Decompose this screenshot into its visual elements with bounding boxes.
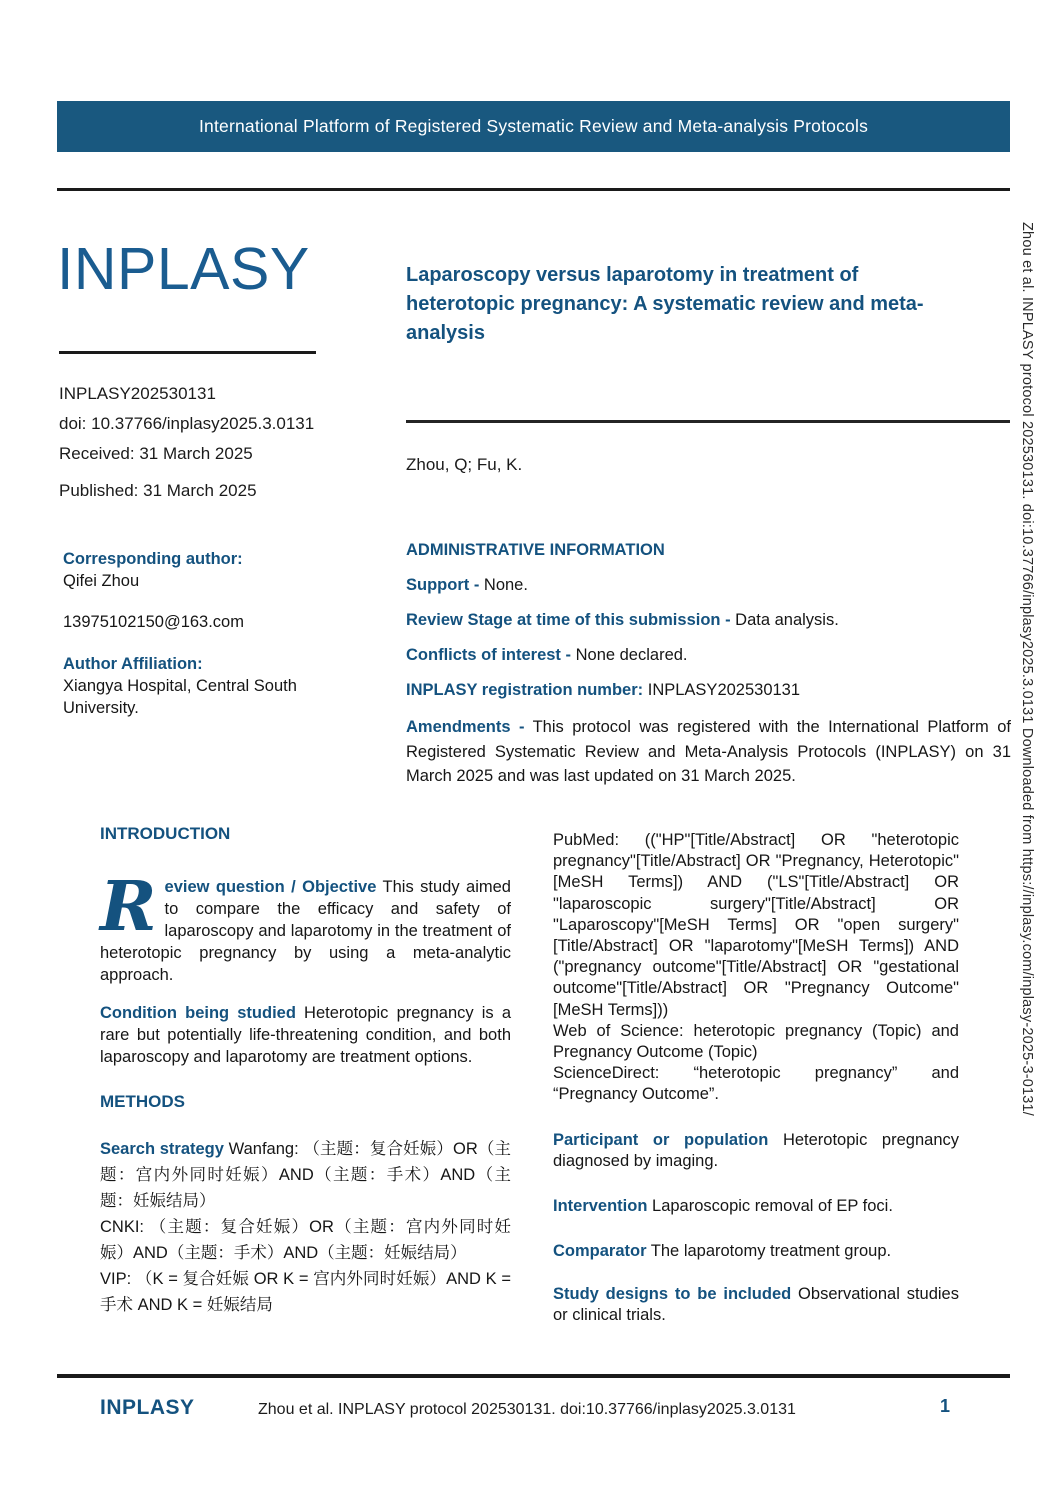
search-entry-web-of-science: Web of Science: heterotopic pregnancy (Topic) and Pregnancy Outcome (Topic) (553, 1021, 959, 1062)
registration-number-label: INPLASY registration number: (406, 681, 644, 699)
search-entry-pubmed: PubMed: (("HP"[Title/Abstract] OR "heterotopic pregnancy"[Title/Abstract] OR "Pregnancy, Heterotopic"[MeSH Terms]) AND ("LS"[Title/Abstract] OR "laparoscopic surgery"[Title/Abstract] OR "Laparoscopy"[MeSH Terms] OR "open surgery"[Title/Abstract] OR "laparotomy"[MeSH Terms]) AND ("pregnancy outcome"[Title/Abstract] OR "gestational outcome"[Title/Abstract] OR "Pregnancy Outcome"[MeSH Terms])) (553, 831, 959, 1019)
support-label: Support - (406, 576, 480, 594)
amendments-paragraph (406, 715, 1011, 789)
footer-inplasy-logo: INPLASY (100, 1396, 195, 1419)
logo-underline-divider (59, 351, 316, 354)
participant-paragraph (553, 1130, 959, 1173)
authors-line: Zhou, Q; Fu, K. (406, 455, 523, 474)
administrative-information-heading: ADMINISTRATIVE INFORMATION (406, 541, 665, 559)
introduction-heading: INTRODUCTION (100, 824, 231, 843)
affiliation-text: Xiangya Hospital, Central South University. (63, 677, 297, 717)
support-line (406, 575, 1011, 596)
review-question-label: eview question / Objective (164, 878, 377, 896)
comparator-paragraph (553, 1240, 959, 1262)
dropcap-r: R (100, 867, 157, 947)
body-left-column (100, 824, 511, 1318)
corresponding-author-label: Corresponding author: (63, 550, 243, 568)
protocol-meta (59, 379, 314, 506)
review-stage-line (406, 610, 1011, 631)
published-date: Published: 31 March 2025 (59, 481, 257, 500)
intervention-text: Laparoscopic removal of EP foci. (647, 1196, 893, 1215)
review-question-text: This study aimed to compare the efficacy and safety of laparoscopy and laparotomy in the treatment of heterotopic pregnancy by using a meta-analytic approach. (100, 878, 511, 984)
search-entry-wanfang: Wanfang: （主题：复合妊娠）OR（主题：宫内外同时妊娠）AND（主题：手术）AND（主题：妊娠结局） (100, 1140, 511, 1210)
corresponding-author-block (63, 548, 348, 719)
protocol-title: Laparoscopy versus laparotomy in treatment of heterotopic pregnancy: A systematic review and meta-analysis (406, 264, 924, 344)
registration-id: INPLASY202530131 (59, 384, 216, 403)
review-stage-label: Review Stage at time of this submission - (406, 611, 731, 629)
inplasy-logo: INPLASY (57, 236, 310, 302)
administrative-information-section (406, 539, 1011, 789)
condition-label: Condition being studied (100, 1004, 296, 1022)
review-question-paragraph (100, 867, 511, 986)
condition-text: Heterotopic pregnancy is a rare but potentially life-threatening condition, and both laparoscopy and laparotomy are treatment options. (100, 1004, 511, 1066)
footer-citation: Zhou et al. INPLASY protocol 202530131. doi:10.37766/inplasy2025.3.0131 (258, 1401, 796, 1418)
intervention-label: Intervention (553, 1196, 648, 1215)
received-date: Received: 31 March 2025 (59, 444, 253, 463)
title-divider (406, 420, 1010, 423)
corresponding-author-name: Qifei Zhou (63, 572, 140, 590)
participant-text: Heterotopic pregnancy diagnosed by imaging. (553, 1130, 959, 1171)
search-strategy-continued-paragraph (553, 830, 959, 1106)
conflicts-line (406, 645, 1011, 666)
amendments-label: Amendments - (406, 718, 525, 736)
comparator-text: The laparotomy treatment group. (646, 1241, 892, 1260)
vertical-citation-text: Zhou et al. INPLASY protocol 202530131. doi:10.37766/inplasy2025.3.0131 Downloaded from https://inplasy.com/inplasy-2025-3-0131/ (1019, 222, 1035, 1117)
footer-divider (57, 1374, 1010, 1378)
registration-number-value: INPLASY202530131 (643, 681, 801, 699)
search-entry-sciencedirect: ScienceDirect: “heterotopic pregnancy” and “Pregnancy Outcome”. (553, 1064, 959, 1104)
study-designs-text: Observational studies or clinical trials. (553, 1284, 959, 1325)
conflicts-label: Conflicts of interest - (406, 646, 572, 664)
search-strategy-label: Search strategy (100, 1140, 224, 1158)
registration-number-line (406, 680, 1011, 701)
conflicts-value: None declared. (571, 646, 688, 664)
support-value: None. (479, 576, 528, 594)
header-banner-text: International Platform of Registered Systematic Review and Meta-analysis Protocols (198, 116, 869, 136)
affiliation-label: Author Affiliation: (63, 655, 203, 673)
amendments-text: This protocol was registered with the International Platform of Registered Systematic Review and Meta-Analysis Protocols (INPLASY) on 31 March 2025 and was last updated on 31 March 2025. (406, 718, 1011, 785)
corresponding-author-email: 13975102150@163.com (63, 613, 244, 631)
participant-label: Participant or population (553, 1130, 769, 1149)
search-entry-cnki: CNKI: （主题：复合妊娠）OR（主题：宫内外同时妊娠）AND（主题：手术）AND（主题：妊娠结局） (100, 1218, 511, 1262)
review-stage-value: Data analysis. (730, 611, 839, 629)
study-designs-label: Study designs to be included (553, 1284, 792, 1303)
intervention-paragraph (553, 1195, 959, 1217)
doi-line: doi: 10.37766/inplasy2025.3.0131 (59, 414, 315, 433)
search-strategy-paragraph (100, 1136, 511, 1318)
search-entry-vip: VIP: （K = 复合妊娠 OR K = 宫内外同时妊娠）AND K = 手术 AND K = 妊娠结局 (100, 1270, 511, 1314)
top-divider (57, 188, 1010, 191)
methods-heading: METHODS (100, 1092, 185, 1111)
comparator-label: Comparator (553, 1241, 647, 1260)
condition-paragraph (100, 1002, 511, 1068)
header-banner (57, 101, 1010, 152)
study-designs-paragraph (553, 1284, 959, 1327)
page-number: 1 (940, 1396, 951, 1416)
body-right-column (553, 824, 959, 1327)
